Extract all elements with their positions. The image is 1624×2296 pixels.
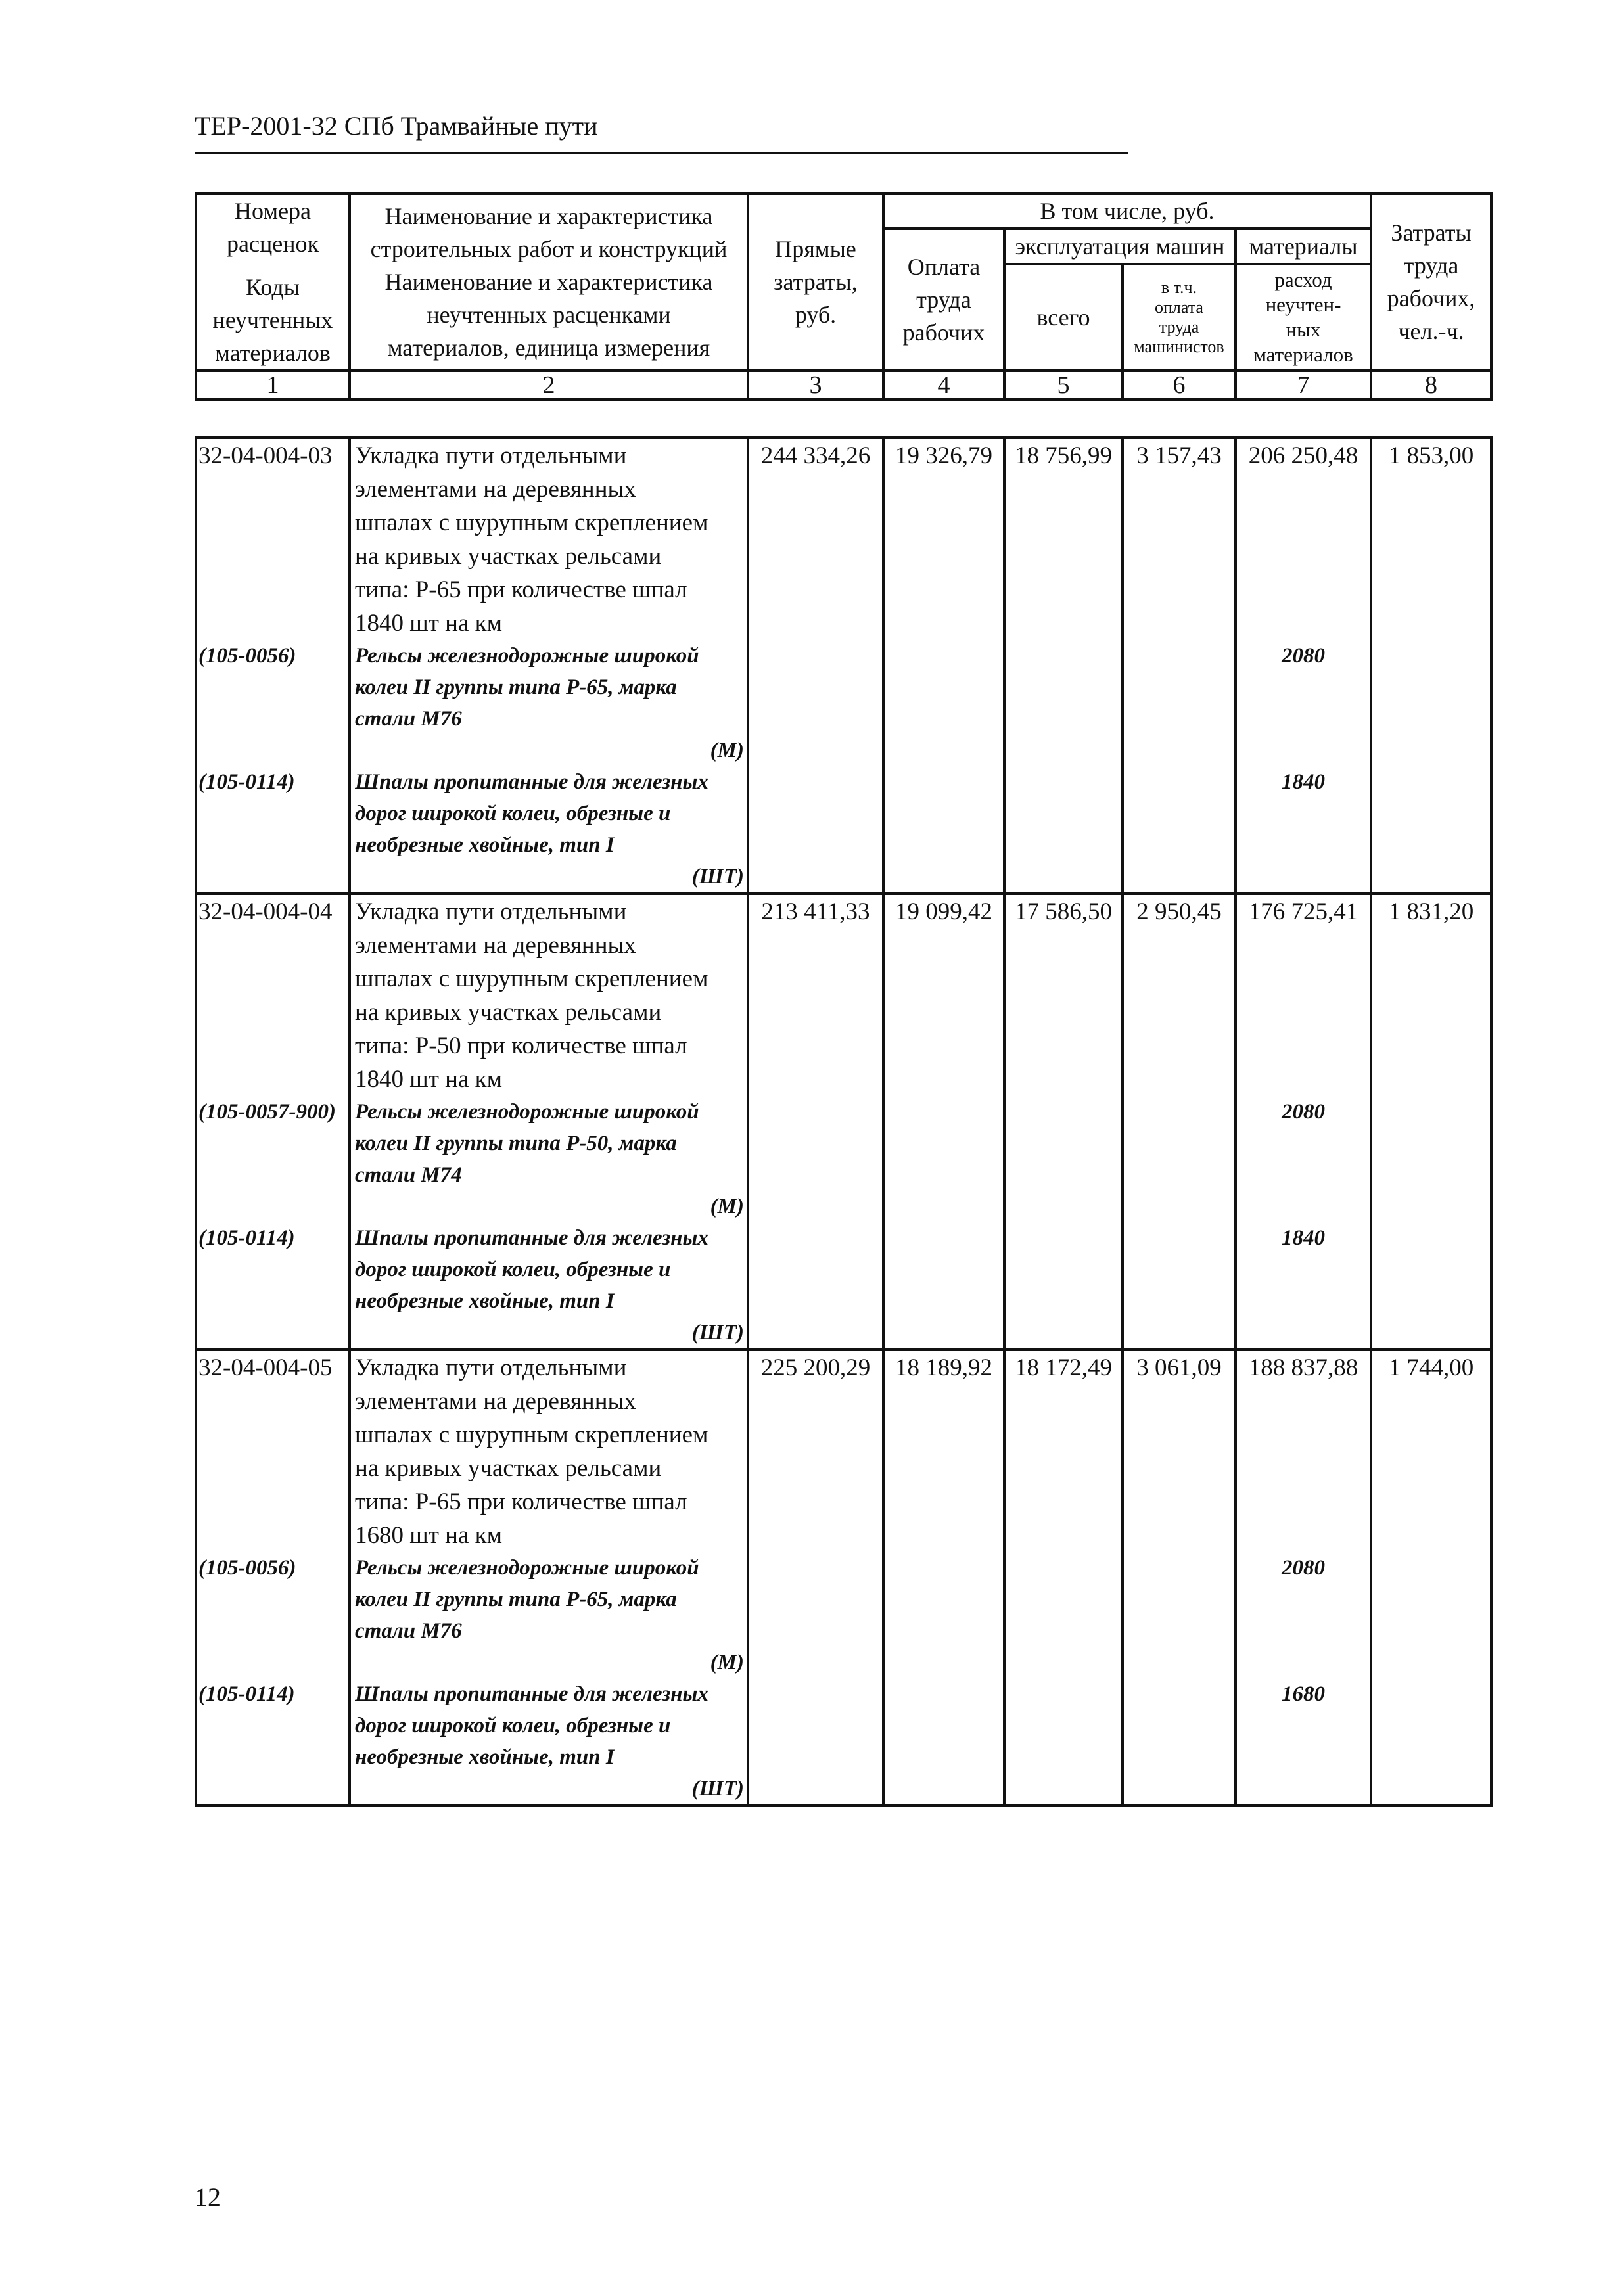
table-row <box>196 1350 1491 1806</box>
column-numbers-row: 1 2 3 4 5 6 7 8 <box>196 371 1491 400</box>
material-code: (105-0057-900) <box>198 1100 336 1124</box>
rate-description-cell: Укладка пути отдельными элементами на деревянных шпалах с шурупным скреплением на кривых участках рельсами типа: Р-65 при количестве шпал 1680 шт на км Рельсы железнодорожные широкой колеи II группы типа Р-65, марка стали М76 (М) Шпалы пропитанные для железных дорог широкой колеи, обрезные и необрезные хвойные, тип I (ШТ) <box>350 1350 748 1806</box>
rate-description-cell: Укладка пути отдельными элементами на деревянных шпалах с шурупным скреплением на кривых участках рельсами типа: Р-50 при количестве шпал 1840 шт на км Рельсы железнодорожные широкой колеи II группы типа Р-50, марка стали М74 (М) Шпалы пропитанные для железных дорог широкой колеи, обрезные и необрезные хвойные, тип I (ШТ) <box>350 894 748 1350</box>
material-code: (105-0056) <box>198 1556 296 1580</box>
machines-total: 18 756,99 <box>1015 442 1112 469</box>
header-machinists-pay: в т.ч. оплата труда машинистов <box>1123 264 1236 371</box>
labor-hours: 1 744,00 <box>1388 1354 1474 1381</box>
header-materials-group: материалы <box>1236 229 1371 264</box>
table-row <box>196 894 1491 1350</box>
material-quantity: 1680 <box>1282 1682 1325 1706</box>
header-group-including: В том числе, руб. <box>883 193 1371 229</box>
direct-costs: 244 334,26 <box>760 442 871 469</box>
rate-description-cell: Укладка пути отдельными элементами на деревянных шпалах с шурупным скреплением на кривых участках рельсами типа: Р-65 при количестве шпал 1840 шт на км Рельсы железнодорожные широкой колеи II группы типа Р-65, марка стали М76 (М) Шпалы пропитанные для железных дорог широкой колеи, обрезные и необрезные хвойные, тип I (ШТ) <box>350 438 748 894</box>
machinists-pay: 3 157,43 <box>1136 442 1222 469</box>
labor-pay: 19 326,79 <box>895 442 992 469</box>
machines-total: 17 586,50 <box>1015 898 1112 925</box>
material-unit: (М) <box>710 1651 744 1674</box>
material-code: (105-0056) <box>198 644 296 668</box>
material-quantity: 2080 <box>1282 644 1325 668</box>
header-machines-group: эксплуатация машин <box>1004 229 1236 264</box>
labor-hours: 1 853,00 <box>1388 442 1474 469</box>
header-unaccounted-materials: расход неучтен- ных материалов <box>1236 264 1371 371</box>
header-col1: Номера расценок Коды неучтенных материалов <box>196 193 350 371</box>
material-code: (105-0114) <box>198 1682 295 1706</box>
material-quantity: 1840 <box>1282 770 1325 794</box>
machinists-pay: 2 950,45 <box>1136 898 1222 925</box>
rate-code-cell <box>196 1350 350 1806</box>
materials-cost: 206 250,48 <box>1248 442 1358 469</box>
material-unit: (ШТ) <box>691 1321 744 1344</box>
labor-pay: 18 189,92 <box>895 1354 992 1381</box>
document-title: ТЕР-2001-32 СПб Трамвайные пути <box>195 111 598 141</box>
machinists-pay: 3 061,09 <box>1136 1354 1222 1381</box>
direct-costs: 225 200,29 <box>760 1354 871 1381</box>
labor-hours: 1 831,20 <box>1388 898 1474 925</box>
materials-cost: 176 725,41 <box>1248 898 1358 925</box>
material-unit: (ШТ) <box>691 865 744 888</box>
table-row <box>196 438 1491 894</box>
material-quantity: 1840 <box>1282 1226 1325 1250</box>
header-col2: Наименование и характеристика строительных работ и конструкций Наименование и характеристика неучтенных расценками материалов, единица измерения <box>350 193 748 371</box>
rate-code-cell <box>196 438 350 894</box>
header-rule <box>195 152 1128 154</box>
direct-costs: 213 411,33 <box>761 898 870 925</box>
material-code: (105-0114) <box>198 770 295 794</box>
rate-code: 32-04-004-03 <box>198 442 333 469</box>
table-header <box>195 192 1493 401</box>
material-quantity: 2080 <box>1282 1100 1325 1124</box>
material-code: (105-0114) <box>198 1226 295 1250</box>
rate-code: 32-04-004-04 <box>198 898 333 925</box>
labor-pay: 19 099,42 <box>895 898 992 925</box>
header-direct-costs: Прямые затраты, руб. <box>748 193 883 371</box>
header-labor-hours: Затраты труда рабочих, чел.-ч. <box>1371 193 1491 371</box>
rate-code: 32-04-004-05 <box>198 1354 333 1381</box>
rate-code-cell <box>196 894 350 1350</box>
rates-table <box>195 436 1493 1807</box>
page-number: 12 <box>195 2182 221 2212</box>
material-unit: (ШТ) <box>691 1777 744 1801</box>
materials-cost: 188 837,88 <box>1248 1354 1358 1381</box>
machines-total: 18 172,49 <box>1015 1354 1112 1381</box>
material-unit: (М) <box>710 739 744 762</box>
material-unit: (М) <box>710 1195 744 1218</box>
header-labor-pay: Оплата труда рабочих <box>883 229 1004 371</box>
header-machines-total: всего <box>1004 264 1123 371</box>
material-quantity: 2080 <box>1282 1556 1325 1580</box>
